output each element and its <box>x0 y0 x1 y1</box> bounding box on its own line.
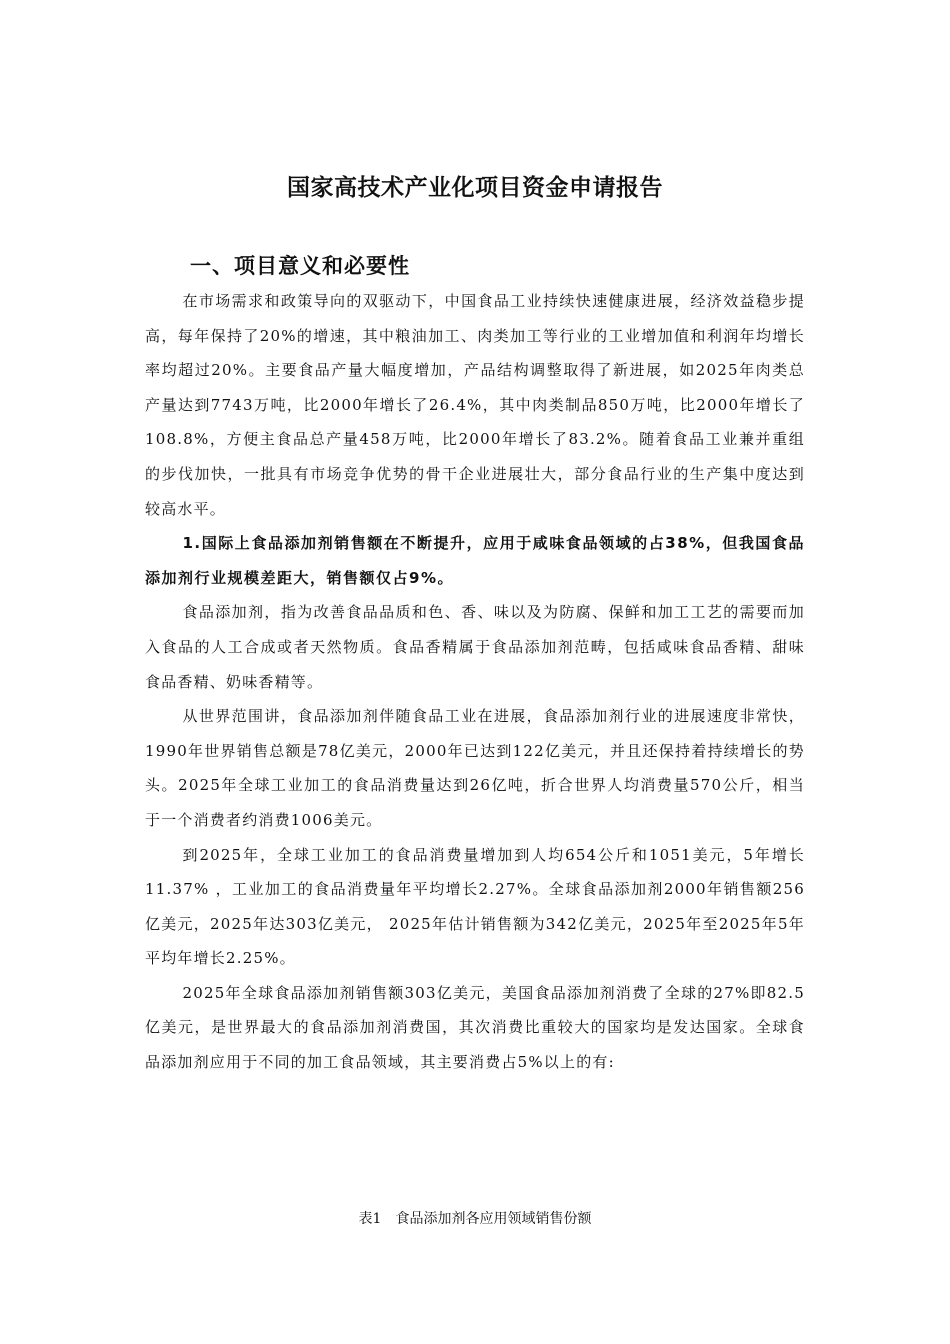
paragraph-global-distribution: 2025年全球食品添加剂销售额303亿美元，美国食品添加剂消费了全球的27%即82.5亿美元，是世界最大的食品添加剂消费国，其次消费比重较大的国家均是发达国家。全球食品添加剂应用于不同的加工食品领域，其主要消费占5%以上的有: <box>145 983 805 1072</box>
document-title: 国家高技术产业化项目资金申请报告 <box>287 175 663 201</box>
section-heading: 一、项目意义和必要性 <box>190 254 410 278</box>
paragraph-consumption-growth: 到2025年，全球工业加工的食品消费量增加到人均654公斤和1051美元，5年增长11.37% ，工业加工的食品消费量年平均增长2.27%。全球食品添加剂2000年销售额256亿美元，2025年达303亿美元， 2025年估计销售额为342亿美元，2025年至2025年5年平均年增长2.25%。 <box>145 845 805 968</box>
paragraph-market-overview: 在市场需求和政策导向的双驱动下，中国食品工业持续快速健康进展，经济效益稳步提高，每年保持了20%的增速，其中粮油加工、肉类加工等行业的工业增加值和利润年均增长率均超过20%。主要食品产量大幅度增加，产品结构调整取得了新进展，如2025年肉类总产量达到7743万吨，比2000年增长了26.4%，其中肉类制品850万吨，比2000年增长了108.8%，方便主食品总产量458万吨，比2000年增长了83.2%。随着食品工业兼并重组的步伐加快，一批具有市场竞争优势的骨干企业进展壮大，部分食品行业的生产集中度达到较高水平。 <box>145 292 805 518</box>
table-caption: 表1 食品添加剂各应用领域销售份额 <box>358 1211 592 1227</box>
document-body <box>145 284 805 1080</box>
paragraph-world-sales: 从世界范围讲，食品添加剂伴随食品工业在进展，食品添加剂行业的进展速度非常快，1990年世界销售总额是78亿美元，2000年已达到122亿美元，并且还保持着持续增长的势头。2025年全球工业加工的食品消费量达到26亿吨，折合世界人均消费量570公斤，相当于一个消费者约消费1006美元。 <box>145 707 805 829</box>
paragraph-additive-definition: 食品添加剂，指为改善食品品质和色、香、味以及为防腐、保鲜和加工工艺的需要而加入食品的人工合成或者天然物质。食品香精属于食品添加剂范畴，包括咸味食品香精、甜味食品香精、奶味香精等。 <box>145 603 805 691</box>
subheading-additive-sales: 1.国际上食品添加剂销售额在不断提升，应用于咸味食品领域的占38%，但我国食品添加剂行业规模差距大，销售额仅占9%。 <box>145 534 805 587</box>
